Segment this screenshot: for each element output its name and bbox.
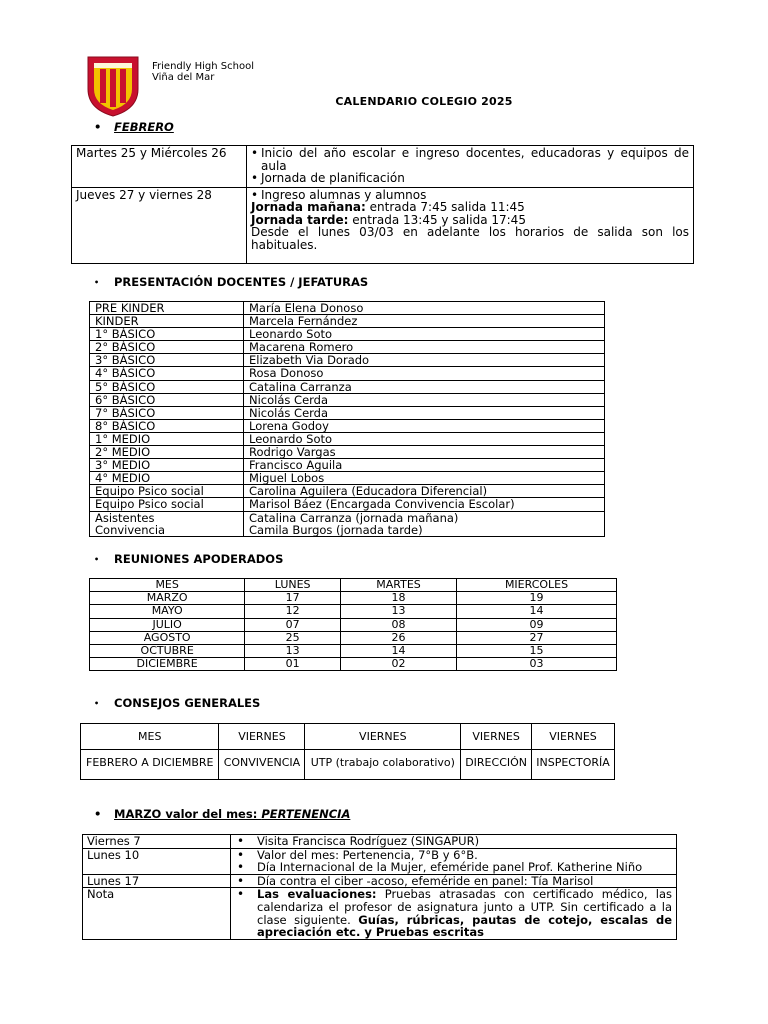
bullet-icon: • <box>94 807 102 821</box>
table-row <box>90 459 605 472</box>
table-cell: MAYO <box>90 605 245 618</box>
marzo-date: Viernes 7 <box>83 835 231 849</box>
febrero-date: Jueves 27 y viernes 28 <box>72 187 247 264</box>
table-row <box>90 658 617 671</box>
docente-name: Leonardo Soto <box>244 432 605 445</box>
table-row <box>90 380 605 393</box>
docente-course: 7° BÁSICO <box>90 406 244 419</box>
table-row <box>90 645 617 658</box>
docente-course: 1° BÁSICO <box>90 328 244 341</box>
bullet-list <box>251 147 689 185</box>
marzo-detail <box>231 874 677 888</box>
docente-name: Nicolás Cerda <box>244 406 605 419</box>
marzo-detail <box>231 848 677 874</box>
docente-name: Macarena Romero <box>244 341 605 354</box>
marzo-table <box>82 834 677 940</box>
column-header: LUNES <box>245 579 341 592</box>
list-item: • Inicio del año escolar e ingreso docentes, educadoras y equipos de aula <box>251 147 689 172</box>
marzo-detail <box>231 835 677 849</box>
list-item: • Día Internacional de la Mujer, efeméride panel Prof. Katherine Niño <box>235 861 672 874</box>
marzo-detail <box>231 888 677 939</box>
list-item: • Jornada de planificación <box>251 172 689 185</box>
table-cell: 07 <box>245 618 341 631</box>
horario-note: Desde el lunes 03/03 en adelante los horarios de salida son los habituales. <box>251 225 689 252</box>
docente-course: 5° BÁSICO <box>90 380 244 393</box>
docente-name: Miguel Lobos <box>244 472 605 485</box>
column-header: VIERNES <box>305 724 461 750</box>
table-cell: 15 <box>457 645 617 658</box>
docentes-table <box>89 301 605 537</box>
table-row <box>90 315 605 328</box>
table-cell: 25 <box>245 631 341 644</box>
docente-course: 1° MEDIO <box>90 432 244 445</box>
section-marzo-heading: • MARZO valor del mes: PERTENENCIA <box>94 807 351 821</box>
table-row <box>90 592 617 605</box>
table-row <box>90 302 605 315</box>
table-cell: 19 <box>457 592 617 605</box>
jornada-tarde: Jornada tarde: entrada 13:45 y salida 17:45 <box>251 212 526 227</box>
table-cell: JULIO <box>90 618 245 631</box>
docente-course: 3° MEDIO <box>90 459 244 472</box>
column-header: MARTES <box>340 579 456 592</box>
table-cell: DIRECCIÓN <box>461 750 532 780</box>
marzo-date: Lunes 10 <box>83 848 231 874</box>
docente-course: 8° BÁSICO <box>90 419 244 432</box>
docente-name: Marisol Báez (Encargada Convivencia Escolar) <box>244 498 605 511</box>
section-febrero-heading: • FEBRERO <box>94 120 174 134</box>
table-cell: 27 <box>457 631 617 644</box>
school-info <box>152 61 254 83</box>
table-cell: 17 <box>245 592 341 605</box>
table-cell: MARZO <box>90 592 245 605</box>
table-row <box>81 750 615 780</box>
jornada-manana: Jornada mañana: entrada 7:45 salida 11:45 <box>251 200 525 214</box>
section-consejos-heading: • CONSEJOS GENERALES <box>94 696 261 710</box>
docente-name: Carolina Aguilera (Educadora Diferencial) <box>244 485 605 498</box>
table-cell: 14 <box>457 605 617 618</box>
table-cell: INSPECTORÍA <box>532 750 615 780</box>
bullet-icon: • <box>94 120 102 134</box>
table-row <box>83 848 677 874</box>
table-header-row <box>90 579 617 592</box>
bullet-icon: • <box>94 278 100 287</box>
column-header: MES <box>81 724 219 750</box>
bullet-list <box>235 849 672 874</box>
table-cell: 02 <box>340 658 456 671</box>
table-cell: AGOSTO <box>90 631 245 644</box>
docente-name: Francisco Aguila <box>244 459 605 472</box>
reuniones-table <box>89 578 617 671</box>
docente-course: 2° BÁSICO <box>90 341 244 354</box>
table-cell: CONVIVENCIA <box>219 750 305 780</box>
table-row <box>72 146 694 188</box>
bullet-list <box>251 189 689 202</box>
list-item: • Ingreso alumnas y alumnos <box>251 189 689 202</box>
bullet-list <box>235 835 672 848</box>
column-header: VIERNES <box>532 724 615 750</box>
febrero-detail <box>247 187 694 264</box>
docente-name: Elizabeth Via Dorado <box>244 354 605 367</box>
consejos-table <box>80 723 615 780</box>
table-row <box>90 432 605 445</box>
table-cell: 03 <box>457 658 617 671</box>
marzo-date: Lunes 17 <box>83 874 231 888</box>
table-row <box>90 485 605 498</box>
table-cell: 14 <box>340 645 456 658</box>
docente-name: Leonardo Soto <box>244 328 605 341</box>
table-row <box>90 419 605 432</box>
docente-course: 4° MEDIO <box>90 472 244 485</box>
table-cell: 26 <box>340 631 456 644</box>
bullet-list <box>235 875 672 888</box>
table-row <box>90 472 605 485</box>
table-row <box>90 367 605 380</box>
docente-name: Rosa Donoso <box>244 367 605 380</box>
column-header: MES <box>90 579 245 592</box>
table-row <box>90 511 605 536</box>
bullet-icon: • <box>94 699 100 708</box>
table-cell: DICIEMBRE <box>90 658 245 671</box>
table-row <box>90 446 605 459</box>
school-name: Friendly High School <box>152 61 254 72</box>
marzo-date: Nota <box>83 888 231 939</box>
bullet-list <box>235 888 672 938</box>
table-cell: 09 <box>457 618 617 631</box>
docente-name: Marcela Fernández <box>244 315 605 328</box>
table-cell: 18 <box>340 592 456 605</box>
list-item: • Las evaluaciones: Pruebas atrasadas con certificado médico, las calendariza el profesor de asignatura junto a UTP. Sin certificado a la clase siguiente. Guías, rúbricas, pautas de cotejo, escalas de apreciación etc. y Pruebas escritas <box>235 888 672 938</box>
docente-name: María Elena Donoso <box>244 302 605 315</box>
table-row <box>90 393 605 406</box>
docente-course: Asistentes Convivencia <box>90 511 244 536</box>
table-cell: 12 <box>245 605 341 618</box>
table-cell: 08 <box>340 618 456 631</box>
column-header: VIERNES <box>219 724 305 750</box>
list-item: • Valor del mes: Pertenencia, 7°B y 6°B. <box>235 849 672 862</box>
docente-name: Lorena Godoy <box>244 419 605 432</box>
febrero-date: Martes 25 y Miércoles 26 <box>72 146 247 188</box>
section-docentes-heading: • PRESENTACIÓN DOCENTES / JEFATURAS <box>94 275 369 289</box>
table-cell: 01 <box>245 658 341 671</box>
docente-course: 3° BÁSICO <box>90 354 244 367</box>
table-row <box>90 498 605 511</box>
list-item: • Visita Francisca Rodríguez (SINGAPUR) <box>235 835 672 848</box>
section-reuniones-heading: • REUNIONES APODERADOS <box>94 552 284 566</box>
febrero-table <box>71 145 694 264</box>
docente-name: Catalina Carranza <box>244 380 605 393</box>
docente-name: Catalina Carranza (jornada mañana) Camila Burgos (jornada tarde) <box>244 511 605 536</box>
column-header: MIERCOLES <box>457 579 617 592</box>
list-item: • Día contra el ciber -acoso, efeméride en panel: Tía Marisol <box>235 875 672 888</box>
column-header: VIERNES <box>461 724 532 750</box>
table-row <box>90 354 605 367</box>
table-cell: OCTUBRE <box>90 645 245 658</box>
docente-course: 2° MEDIO <box>90 446 244 459</box>
docente-course: Equipo Psico social <box>90 485 244 498</box>
table-header-row <box>81 724 615 750</box>
docente-name: Nicolás Cerda <box>244 393 605 406</box>
table-cell: 13 <box>340 605 456 618</box>
table-cell: 13 <box>245 645 341 658</box>
table-row <box>83 888 677 939</box>
table-row <box>90 605 617 618</box>
table-row <box>72 187 694 264</box>
febrero-detail <box>247 146 694 188</box>
table-cell: FEBRERO A DICIEMBRE <box>81 750 219 780</box>
docente-course: KINDER <box>90 315 244 328</box>
table-cell: UTP (trabajo colaborativo) <box>305 750 461 780</box>
docente-course: 6° BÁSICO <box>90 393 244 406</box>
docente-course: PRE KINDER <box>90 302 244 315</box>
document-title: CALENDARIO COLEGIO 2025 <box>335 95 513 108</box>
table-row <box>90 341 605 354</box>
table-row <box>90 406 605 419</box>
table-row <box>90 328 605 341</box>
docente-name: Rodrigo Vargas <box>244 446 605 459</box>
table-row <box>90 618 617 631</box>
school-city: Viña del Mar <box>152 72 215 83</box>
table-row <box>83 874 677 888</box>
docente-course: Equipo Psico social <box>90 498 244 511</box>
table-row <box>83 835 677 849</box>
table-row <box>90 631 617 644</box>
docente-course: 4° BÁSICO <box>90 367 244 380</box>
bullet-icon: • <box>94 555 100 564</box>
